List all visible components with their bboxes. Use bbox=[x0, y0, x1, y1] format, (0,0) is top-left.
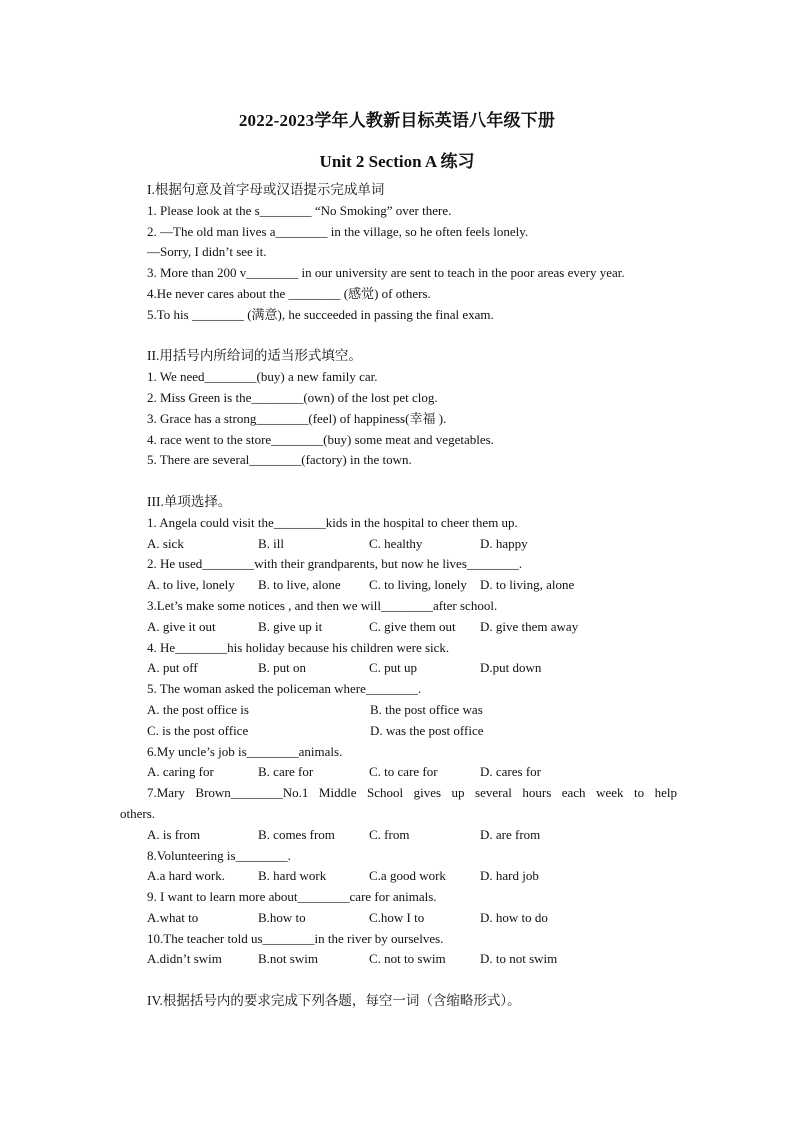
section-2-heading: II.用括号内所给词的适当形式填空。 bbox=[147, 348, 362, 364]
question-7-continued: others. bbox=[120, 805, 156, 821]
section-1-heading: I.根据句意及首字母或汉语提示完成单词 bbox=[147, 182, 385, 197]
option-d: D.put down bbox=[480, 660, 542, 676]
option-c: C. healthy bbox=[369, 535, 423, 551]
option-a: A. give it out bbox=[147, 618, 216, 634]
question-1: 1. Angela could visit the________kids in the hospital to cheer them up. bbox=[147, 514, 518, 530]
worksheet-content bbox=[120, 180, 677, 1012]
question-6-options bbox=[147, 762, 677, 783]
question-2-options bbox=[147, 575, 677, 596]
question-8: 8.Volunteering is________. bbox=[147, 847, 291, 863]
question-2: 2. He used________with their grandparents, but now he lives________. bbox=[147, 556, 523, 572]
question-7: 7.Mary Brown________No.1 Middle School gives up several hours each week to help bbox=[147, 785, 677, 801]
option-a: A. sick bbox=[147, 535, 184, 551]
section-1-item: 1. Please look at the s________ “No Smoking” over there. bbox=[147, 202, 452, 218]
question-3-options bbox=[147, 617, 677, 638]
section-2-item: 1. We need________(buy) a new family car. bbox=[147, 369, 378, 385]
section-4-heading: IV.根据括号内的要求完成下列各题，每空一词（含缩略形式）。 bbox=[147, 993, 521, 1009]
section-1-item: 4.He never cares about the ________ (感觉) of others. bbox=[147, 285, 431, 301]
question-4-options bbox=[147, 658, 677, 679]
option-c: C. to care for bbox=[369, 764, 438, 780]
question-10-options bbox=[147, 949, 677, 970]
section-3-heading: III.单项选择。 bbox=[147, 493, 232, 509]
option-b: B. care for bbox=[258, 764, 314, 780]
option-a: A.what to bbox=[147, 909, 199, 925]
option-c: C.how I to bbox=[369, 909, 425, 925]
option-c: C. is the post office bbox=[147, 722, 249, 738]
option-d: D. was the post office bbox=[370, 722, 484, 738]
page-subtitle: Unit 2 Section A 练习 bbox=[319, 152, 475, 171]
option-c: C. from bbox=[369, 826, 410, 842]
option-a: A. to live, lonely bbox=[147, 577, 235, 593]
question-5: 5. The woman asked the policeman where________. bbox=[147, 681, 422, 697]
section-2-item: 3. Grace has a strong________(feel) of happiness(幸福 ). bbox=[147, 410, 447, 426]
option-b: B. the post office was bbox=[370, 701, 483, 717]
option-c: C. not to swim bbox=[369, 951, 446, 967]
question-9: 9. I want to learn more about________care for animals. bbox=[147, 889, 437, 905]
option-d: D. are from bbox=[480, 826, 541, 842]
option-d: D. to living, alone bbox=[480, 577, 575, 593]
option-c: C. put up bbox=[369, 660, 418, 676]
option-b: B. comes from bbox=[258, 826, 335, 842]
option-d: D. give them away bbox=[480, 618, 579, 634]
option-c: C. give them out bbox=[369, 618, 456, 634]
option-a: A.a hard work. bbox=[147, 868, 225, 884]
question-5-options-row-1 bbox=[147, 700, 677, 721]
question-6: 6.My uncle’s job is________animals. bbox=[147, 743, 343, 759]
option-d: D. how to do bbox=[480, 909, 548, 925]
option-b: B. hard work bbox=[258, 868, 327, 884]
option-c: C. to living, lonely bbox=[369, 577, 467, 593]
section-2-item: 4. race went to the store________(buy) some meat and vegetables. bbox=[147, 431, 494, 447]
option-b: B.not swim bbox=[258, 951, 318, 967]
option-c: C.a good work bbox=[369, 868, 446, 884]
option-b: B. give up it bbox=[258, 618, 323, 634]
option-b: B.how to bbox=[258, 909, 306, 925]
section-2-item: 5. There are several________(factory) in the town. bbox=[147, 452, 412, 468]
section-1-item: —Sorry, I didn’t see it. bbox=[147, 244, 267, 260]
question-5-options-row-2 bbox=[147, 721, 677, 742]
option-d: D. hard job bbox=[480, 868, 539, 884]
section-1-item: 5.To his ________ (满意), he succeeded in passing the final exam. bbox=[147, 306, 494, 322]
option-b: B. to live, alone bbox=[258, 577, 341, 593]
question-10: 10.The teacher told us________in the river by ourselves. bbox=[147, 930, 444, 946]
option-b: B. ill bbox=[258, 535, 285, 551]
question-8-options bbox=[147, 866, 677, 887]
section-1-item: 3. More than 200 v________ in our university are sent to teach in the poor areas every year. bbox=[147, 265, 625, 281]
option-a: A. is from bbox=[147, 826, 201, 842]
page-title: 2022-2023学年人教新目标英语八年级下册 bbox=[238, 111, 556, 130]
option-a: A. the post office is bbox=[147, 701, 249, 717]
option-d: D. to not swim bbox=[480, 951, 558, 967]
question-4: 4. He________his holiday because his children were sick. bbox=[147, 639, 450, 655]
question-7-options bbox=[147, 825, 677, 846]
question-9-options bbox=[147, 908, 677, 929]
option-a: A. caring for bbox=[147, 764, 214, 780]
question-3: 3.Let’s make some notices , and then we will________after school. bbox=[147, 597, 498, 613]
section-2-item: 2. Miss Green is the________(own) of the lost pet clog. bbox=[147, 389, 438, 405]
option-a: A.didn’t swim bbox=[147, 951, 222, 967]
question-1-options bbox=[147, 534, 677, 555]
option-d: D. happy bbox=[480, 535, 528, 551]
option-b: B. put on bbox=[258, 660, 307, 676]
section-1-item: 2. —The old man lives a________ in the village, so he often feels lonely. bbox=[147, 223, 529, 239]
option-a: A. put off bbox=[147, 660, 198, 676]
option-d: D. cares for bbox=[480, 764, 541, 780]
